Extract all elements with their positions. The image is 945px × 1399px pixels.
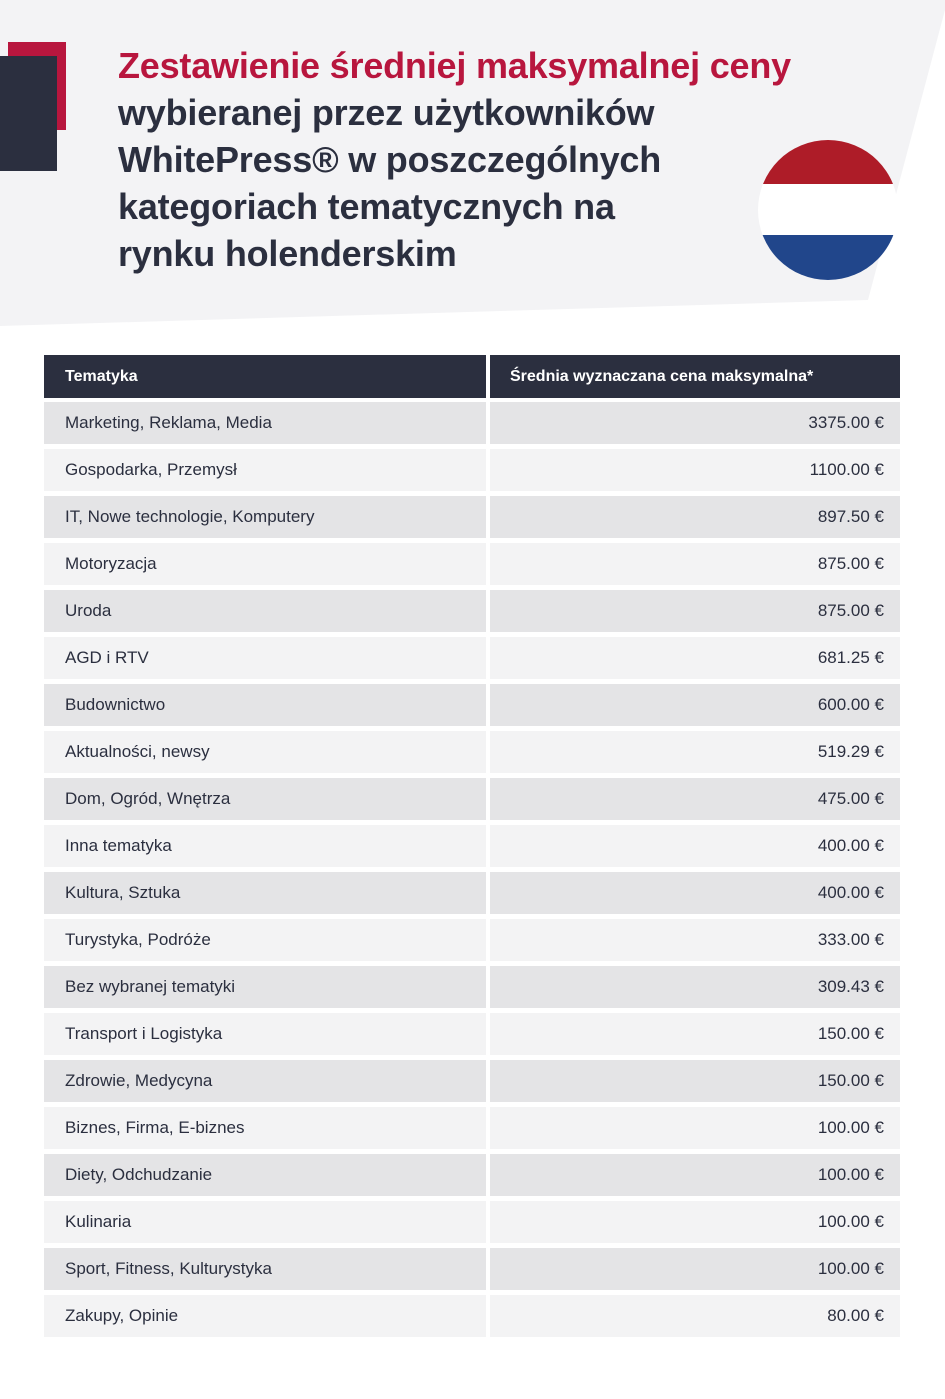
table-row <box>44 1060 900 1107</box>
table-row <box>44 402 900 449</box>
price-cell: 519.29 € <box>490 731 900 773</box>
price-cell: 333.00 € <box>490 919 900 961</box>
topic-cell: Turystyka, Podróże <box>44 919 486 961</box>
price-cell: 875.00 € <box>490 590 900 632</box>
title-line-1: Zestawienie średniej maksymalnej ceny <box>118 45 791 86</box>
price-cell: 100.00 € <box>490 1107 900 1149</box>
price-cell: 150.00 € <box>490 1060 900 1102</box>
table-row <box>44 1107 900 1154</box>
table-row <box>44 637 900 684</box>
topic-cell: Uroda <box>44 590 486 632</box>
price-cell: 309.43 € <box>490 966 900 1008</box>
topic-cell: Sport, Fitness, Kulturystyka <box>44 1248 486 1290</box>
column-header-topic: Tematyka <box>44 355 486 398</box>
title-line-2: wybieranej przez użytkowników <box>118 92 655 133</box>
column-header-price: Średnia wyznaczana cena maksymalna* <box>490 355 900 398</box>
price-cell: 875.00 € <box>490 543 900 585</box>
netherlands-flag-icon <box>758 140 898 280</box>
topic-cell: Kulinaria <box>44 1201 486 1243</box>
table-body <box>44 402 900 1342</box>
table-row <box>44 496 900 543</box>
title-line-3: WhitePress® w poszczególnych <box>118 139 662 180</box>
price-table <box>44 355 900 1342</box>
price-cell: 150.00 € <box>490 1013 900 1055</box>
table-row <box>44 1154 900 1201</box>
table-row <box>44 1248 900 1295</box>
price-cell: 100.00 € <box>490 1154 900 1196</box>
price-cell: 1100.00 € <box>490 449 900 491</box>
table-row <box>44 919 900 966</box>
topic-cell: Marketing, Reklama, Media <box>44 402 486 444</box>
table-row <box>44 825 900 872</box>
topic-cell: Aktualności, newsy <box>44 731 486 773</box>
price-cell: 897.50 € <box>490 496 900 538</box>
decor-dark-square <box>0 56 57 171</box>
topic-cell: IT, Nowe technologie, Komputery <box>44 496 486 538</box>
price-cell: 681.25 € <box>490 637 900 679</box>
price-cell: 80.00 € <box>490 1295 900 1337</box>
topic-cell: Gospodarka, Przemysł <box>44 449 486 491</box>
title-line-5: rynku holenderskim <box>118 233 457 274</box>
table-row <box>44 1295 900 1342</box>
price-cell: 475.00 € <box>490 778 900 820</box>
price-cell: 600.00 € <box>490 684 900 726</box>
table-row <box>44 1201 900 1248</box>
price-cell: 100.00 € <box>490 1201 900 1243</box>
topic-cell: Diety, Odchudzanie <box>44 1154 486 1196</box>
table-row <box>44 449 900 496</box>
table-row <box>44 966 900 1013</box>
table-row <box>44 731 900 778</box>
title-line-4: kategoriach tematycznych na <box>118 186 615 227</box>
topic-cell: Zakupy, Opinie <box>44 1295 486 1337</box>
price-cell: 400.00 € <box>490 825 900 867</box>
table-header-row <box>44 355 900 402</box>
price-cell: 3375.00 € <box>490 402 900 444</box>
table-row <box>44 684 900 731</box>
price-cell: 100.00 € <box>490 1248 900 1290</box>
table-row <box>44 543 900 590</box>
topic-cell: Inna tematyka <box>44 825 486 867</box>
topic-cell: AGD i RTV <box>44 637 486 679</box>
topic-cell: Transport i Logistyka <box>44 1013 486 1055</box>
topic-cell: Biznes, Firma, E-biznes <box>44 1107 486 1149</box>
topic-cell: Dom, Ogród, Wnętrza <box>44 778 486 820</box>
topic-cell: Motoryzacja <box>44 543 486 585</box>
table-row <box>44 590 900 637</box>
price-cell: 400.00 € <box>490 872 900 914</box>
table-row <box>44 778 900 825</box>
topic-cell: Zdrowie, Medycyna <box>44 1060 486 1102</box>
table-row <box>44 872 900 919</box>
topic-cell: Budownictwo <box>44 684 486 726</box>
table-row <box>44 1013 900 1060</box>
topic-cell: Bez wybranej tematyki <box>44 966 486 1008</box>
topic-cell: Kultura, Sztuka <box>44 872 486 914</box>
